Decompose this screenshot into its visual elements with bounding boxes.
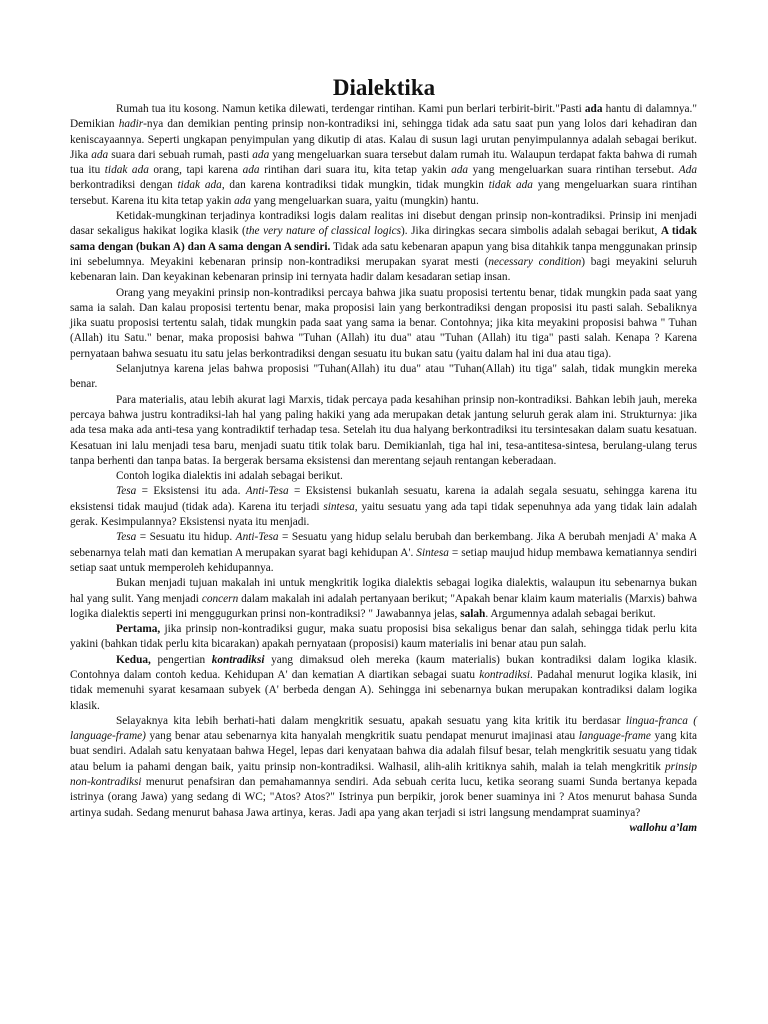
paragraph [70, 102, 697, 209]
paragraph-text-run: orang, tapi karena [148, 164, 243, 177]
paragraph-text-run: Selanjutnya karena jelas bahwa proposisi "Tuhan(Allah) itu dua" atau "Tuhan(Allah) itu tiga" salah, tidak mungkin mereka benar. [70, 363, 697, 391]
paragraph-text-run: ). Jika diringkas secara simbolis adalah sebagai berikut, [401, 225, 661, 238]
paragraph [70, 393, 697, 469]
paragraph [70, 286, 697, 362]
paragraph-text-run: Tesa [116, 531, 137, 544]
paragraph [70, 622, 697, 653]
paragraph-text-run: ada [91, 148, 109, 161]
paragraph-text-run: ) bagi meyakini seluruh kebenaran lain. Dan keyakinan kebenaran prinsip ini ternyata hadir dalam kesadaran setiap insan. [70, 255, 697, 284]
paragraph-text-run: berkontradiksi dengan [70, 179, 178, 192]
paragraph-text-run: ada [234, 194, 252, 207]
paragraph-text-run: yang mengeluarkan suara tersebut dalam rumah itu. Walaupun terdapat fakta bahwa di rumah tua itu [70, 148, 697, 177]
article-body [70, 102, 697, 836]
paragraph-text-run: Anti-Tesa [245, 485, 289, 498]
paragraph-text-run: = Sesuatu yang hidup selalu berubah dan berkembang. Jika A berubah menjadi A' maka A sebenarnya telah mati dan kematian A merupakan syarat bagi kehidupan A'. [70, 531, 697, 559]
paragraph-text-run: necessary condition [488, 255, 582, 268]
paragraph-text-run: Ketidak-mungkinan terjadinya kontradiksi logis dalam realitas ini disebut dengan prinsip non-kontradiksi. Prinsip ini menjadi dasar sekaligus hakikat logika klasik ( [70, 210, 697, 238]
paragraph-text-run: rintihan dari suara itu, kita tetap yakin [259, 164, 452, 177]
closing-line: wallohu a’lam [629, 821, 697, 834]
paragraph-text-run: ada [451, 164, 469, 177]
paragraph-text-run: hadir [118, 118, 144, 131]
paragraph-text-run: tidak ada [488, 179, 533, 192]
paragraph-text-run: menurut penafsiran dan pemahamannya sendiri. Ada sebuah cerita lucu, ketika seorang suami Sunda bertanya kepada istrinya (orang Jawa) yang sedang di WC; "Atos? Atos?" Istrinya pun berpikir, jorok bener suaminya ini ? Atos menurut bahasa Sunda artinya sudah. Sedang menurut bahasa Jawa artinya, keras. Jadi apa yang akan terjadi si istri langsung mendamprat suaminya? [70, 776, 697, 819]
paragraph-text-run: hantu di dalamnya." Demikian [70, 103, 697, 131]
paragraph-text-run: = Eksistensi itu ada. [136, 485, 246, 498]
paragraph-text-run: Kedua, [116, 653, 151, 666]
paragraph-text-run: Bukan menjadi tujuan makalah ini untuk mengkritik logika dialektis sebagai logika dialektis, walaupun itu sebenarnya bukan hal yang sulit. Yang menjadi [70, 577, 697, 605]
paragraph-text-run: yang mengeluarkan suara, yaitu (mungkin) hantu. [251, 194, 479, 207]
paragraph-text-run: tidak ada [104, 164, 149, 177]
paragraph-text-run: = Eksistensi bukanlah sesuatu, karena ia adalah segala sesuatu, sehingga karena itu eksistensi tidak maujud (tidak ada). Karena itu terjadi [70, 485, 697, 513]
paragraph-text-run: yang mengeluarkan suara rintihan tersebut. [468, 164, 679, 177]
paragraph-text-run: sintesa [323, 500, 355, 513]
paragraph-text-run: -nya dan demikian penting prinsip non-kontradiksi ini, sehingga tidak ada satu saat pun yang lolos dari kehadiran dan keniscayaannya. Seperti ungkapan penyimpulan yang dikutip di atas. Kalau di susun lagi urutan penyimpulannya adalah sebagai berikut. Jika [70, 118, 697, 161]
paragraph-list [70, 102, 697, 821]
paragraph-text-run: Tidak ada satu kebenaran apapun yang bisa ditahkik tanpa menggunakan prinsip ini sebelumnya. Meyakini kebenaran prinsip non-kontradiksi merupakan syarat mesti ( [70, 240, 697, 268]
paragraph [70, 469, 697, 484]
paragraph [70, 484, 697, 530]
paragraph-text-run: Pertama, [116, 623, 161, 636]
paragraph [70, 653, 697, 714]
paragraph [70, 576, 697, 622]
paragraph-text-run: prinsip non-kontradiksi [70, 760, 697, 789]
paragraph-text-run: yang dimaksud oleh mereka (kaum materialis) bukan kontradiksi dalam logika klasik. Contohnya dalam contoh kedua. Kehidupan A' dan kematian A diartikan sebagai suatu [70, 653, 697, 681]
paragraph-text-run: Selayaknya kita lebih berhati-hati dalam mengkritik sesuatu, apakah sesuatu yang kita kritik itu berdasar [116, 714, 626, 727]
paragraph-text-run: . Padahal menurut logika klasik, ini tidak memenuhi syarat kesamaan subyek (A' berbeda dengan A). Sehingga ini sebenarnya bukan merupakan kontradiksi dalam logika klasik. [70, 668, 697, 712]
paragraph-text-run: yang mengeluarkan suara rintihan tersebut. Karena itu kita tetap yakin [70, 179, 698, 207]
paragraph-text-run: dalam makalah ini adalah pertanyaan berikut; "Apakah benar klaim kaum materialis (Marxis) bahwa logika dialektis seperti ini menggugurkan prinsi non-kontradiksi? " Jawabannya jelas, [70, 592, 697, 620]
paragraph-text-run: Contoh logika dialektis ini adalah sebagai berikut. [116, 470, 343, 483]
paragraph-text-run: ada [252, 148, 270, 161]
paragraph-text-run: ada [584, 103, 603, 115]
paragraph-text-run: salah [460, 607, 486, 620]
paragraph-text-run: = setiap maujud hidup membawa kematiannya sendiri setiap saat untuk memperoleh kehidupannya. [70, 546, 698, 574]
paragraph-text-run: A tidak sama dengan (bukan A) dan A sama dengan A sendiri. [70, 225, 697, 253]
paragraph [70, 714, 697, 821]
paragraph-text-run: pengertian [150, 653, 212, 666]
paragraph-text-run: yang benar atau sebenarnya kita hanyalah mengkritik suatu pendapat menurut imajinasi atau [145, 730, 579, 743]
paragraph-text-run: jika prinsip non-kontradiksi gugur, maka suatu proposisi bisa sekaligus benar dan salah, sehingga tidak perlu kita yakini (bahkan tidak perlu kita bicarakan) apakah pernyataan (proposisi) kaum materialis ini benar atau pun salah. [70, 623, 697, 651]
paragraph-text-run: Ada [678, 164, 697, 177]
paragraph [70, 362, 697, 393]
paragraph-text-run: = Sesuatu itu hidup. [136, 531, 236, 544]
paragraph-text-run: kontradiksi [479, 668, 531, 681]
paragraph [70, 530, 697, 576]
paragraph-text-run: Rumah tua itu kosong. Namun ketika dilewati, terdengar rintihan. Kami pun berlari terbirit-birit."Pasti [116, 103, 585, 115]
paragraph-text-run: yang kita buat sendiri. Adalah satu kenyataan bahwa Hegel, lepas dari kenyataan bahwa dia adalah filsuf besar, telah mengkritik sesuatu yang tidak atau belum ia pahami dengan baik, yaitu prinsip non-kontradiksi. Walhasil, alih-alih kritiknya sahih, malah ia telah mengkritik [70, 730, 697, 773]
paragraph [70, 209, 697, 285]
paragraph-text-run: suara dari sebuah rumah, pasti [108, 148, 253, 161]
paragraph-text-run: Orang yang meyakini prinsip non-kontradiksi percaya bahwa jika suatu proposisi tertentu benar, tidak mungkin pada saat yang sama ia salah. Dan kalau proposisi tertentu benar, maka proposisi lain yang berkontradiksi dengan proposisi itu pasti salah. Sebaliknya jika suatu proposisi tertentu salah, tidak mungkin pada saat yang sama ia benar. Contohnya; jika kita meyakini proposisi bahwa " Tuhan (Allah) itu Satu." benar, maka proposisi bahwa "Tuhan (Allah) itu dua" atau "Tuhan (Allah) itu tiga" pasti salah. Kenapa ? Karena pernyataan bahwa sesuatu itu satu jelas berkontradiksi dengan sesuatu itu bukan satu (yaitu dalam hal ini dua atau tiga). [70, 286, 697, 360]
paragraph-text-run: , yaitu sesuatu yang ada tapi tidak sepenuhnya ada yang tidak lain adalah gerak. Kesimpulannya? Eksistensi nyata itu menjadi. [70, 500, 697, 529]
paragraph-text-run: ada [242, 164, 260, 177]
paragraph-text-run: Anti-Tesa [235, 531, 279, 544]
paragraph-text-run: Para materialis, atau lebih akurat lagi Marxis, tidak percaya pada kesahihan prinsip non-kontradiksi. Bahkan lebih jauh, mereka percaya bahwa justru kontradiksi-lah hal yang paling hakiki yang ada merupakan detak jantung seluruh gerak alam ini. Strukturnya: jika ada tesa maka ada anti-tesa yang kontradiktif terhadap tesa. Setelah itu dua halyang berkontradiksi itu tersintesakan dalam suatu kesatuan. Kesatuan ini lalu menjadi tesa baru, menjadi suatu titik tolak baru. Demikianlah, tiga hal ini, tesa-antitesa-sintesa, berulang-ulang terus tanpa berhenti dan tanpa batas. Ia bergerak bersama eksistensi dan merentang sejauh rentangan keberadaan. [70, 393, 697, 467]
paragraph-text-run: language-frame [578, 730, 651, 743]
paragraph-text-run: Sintesa [416, 546, 449, 559]
page-title: Dialektika [332, 75, 436, 100]
paragraph-text-run: the very nature of classical logics [245, 225, 402, 238]
paragraph-text-run: kontradiksi [211, 653, 265, 666]
paragraph-text-run: . Argumennya adalah sebagai berikut. [485, 607, 656, 620]
paragraph-text-run: tidak ada [177, 179, 222, 192]
paragraph-text-run: lingua-franca ( language-frame) [70, 714, 697, 743]
paragraph-text-run: concern [201, 592, 239, 605]
paragraph-text-run: Tesa [116, 485, 137, 498]
paragraph-text-run: , dan karena kontradiksi tidak mungkin, tidak mungkin [221, 179, 489, 192]
